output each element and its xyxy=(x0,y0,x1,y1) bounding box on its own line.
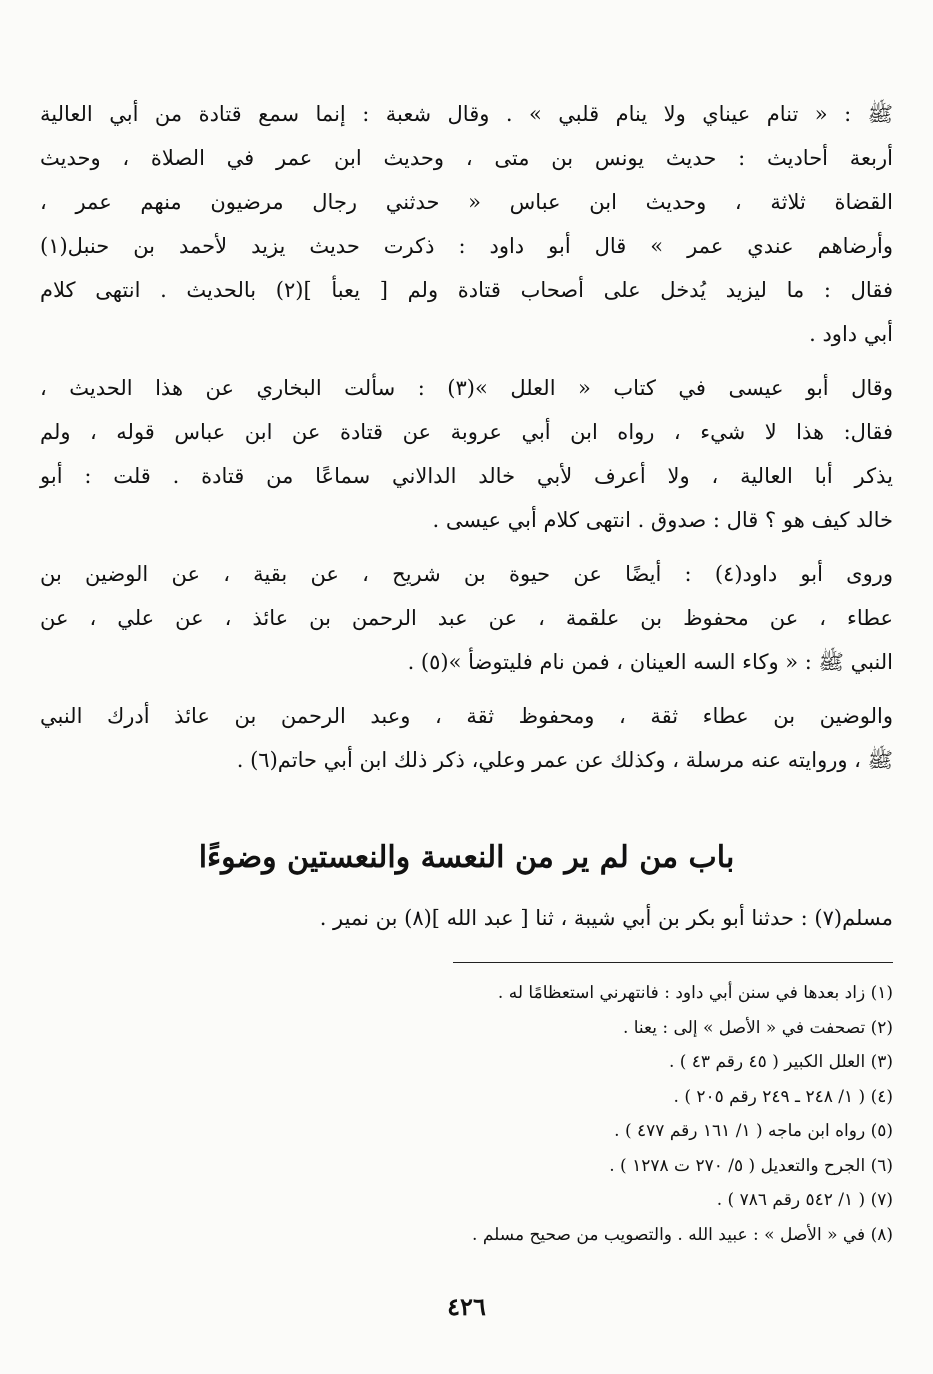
footnote: (١) زاد بعدها في سنن أبي داود : فانتهرني استعظامًا له . xyxy=(497,983,893,1003)
text-line: النبي ﷺ : « وكاء السه العينان ، فمن نام فليتوضأ »(٥) . xyxy=(407,650,893,674)
paragraph-1 xyxy=(40,92,893,356)
paragraph-4 xyxy=(40,694,893,782)
footnote-divider xyxy=(453,962,893,963)
text-line: وروى أبو داود(٤) : أيضًا عن حيوة بن شريح ، عن بقية ، عن الوضين بن xyxy=(40,562,893,586)
footnote: (٥) رواه ابن ماجه ( ١/ ١٦١ رقم ٤٧٧ ) . xyxy=(614,1121,893,1141)
text-line: وقال أبو عيسى في كتاب « العلل »(٣) : سألت البخاري عن هذا الحديث ، xyxy=(40,376,893,400)
page-number: ٤٢٦ xyxy=(447,1292,486,1321)
text-line: ﷺ ، وروايته عنه مرسلة ، وكذلك عن عمر وعلي، ذكر ذلك ابن أبي حاتم(٦) . xyxy=(236,748,893,772)
main-text xyxy=(40,92,893,792)
paragraph-2 xyxy=(40,366,893,542)
text-line: فقال : ما ليزيد يُدخل على أصحاب قتادة ولم [ يعبأ ](٢) بالحديث . انتهى كلام xyxy=(40,278,893,302)
text-line: يذكر أبا العالية ، ولا أعرف لأبي خالد الدالاني سماعًا من قتادة . قلت : أبو xyxy=(40,464,893,488)
footnote: (٣) العلل الكبير ( ٤٥ رقم ٤٣ ) . xyxy=(668,1052,893,1072)
paragraph-3 xyxy=(40,552,893,684)
footnote: (٧) ( ١/ ٥٤٢ رقم ٧٨٦ ) . xyxy=(716,1190,893,1210)
footnote: (٦) الجرح والتعديل ( ٥/ ٢٧٠ ت ١٢٧٨ ) . xyxy=(609,1155,893,1176)
text-line: خالد كيف هو ؟ قال : صدوق . انتهى كلام أبي عيسى . xyxy=(432,508,893,532)
text-line: عطاء ، عن محفوظ بن علقمة ، عن عبد الرحمن بن عائذ ، عن علي ، عن xyxy=(40,606,893,630)
text-line: وأرضاهم عندي عمر » قال أبو داود : ذكرت حديث يزيد لأحمد بن حنبل(١) xyxy=(40,234,893,258)
text-line: فقال: هذا لا شيء ، رواه ابن أبي عروبة عن قتادة عن ابن عباس قوله ، ولم xyxy=(40,420,893,444)
isnad-line: مسلم(٧) : حدثنا أبو بكر بن أبي شيبة ، ثنا [ عبد الله ](٨) بن نمير . xyxy=(319,906,893,930)
footnotes xyxy=(40,976,893,1252)
chapter-heading: باب من لم ير من النعسة والنعستين وضوءًا xyxy=(198,840,735,875)
text-line: والوضين بن عطاء ثقة ، ومحفوظ ثقة ، وعبد الرحمن بن عائذ أدرك النبي xyxy=(40,704,893,728)
text-line: أربعة أحاديث : حديث يونس بن متى ، وحديث ابن عمر في الصلاة ، وحديث xyxy=(40,146,893,170)
text-line: أبي داود . xyxy=(809,322,893,346)
footnote: (٨) في « الأصل » : عبيد الله . والتصويب من صحيح مسلم . xyxy=(472,1224,893,1245)
footnote: (٤) ( ١/ ٢٤٨ ـ ٢٤٩ رقم ٢٠٥ ) . xyxy=(673,1086,893,1107)
text-line: القضاة ثلاثة ، وحديث ابن عباس « حدثني رجال مرضيون منهم عمر ، xyxy=(40,190,893,214)
text-line: ﷺ : « تنام عيناي ولا ينام قلبي » . وقال شعبة : إنما سمع قتادة من أبي العالية xyxy=(40,102,893,126)
footnote: (٢) تصحفت في « الأصل » إلى : يعنا . xyxy=(622,1017,893,1038)
